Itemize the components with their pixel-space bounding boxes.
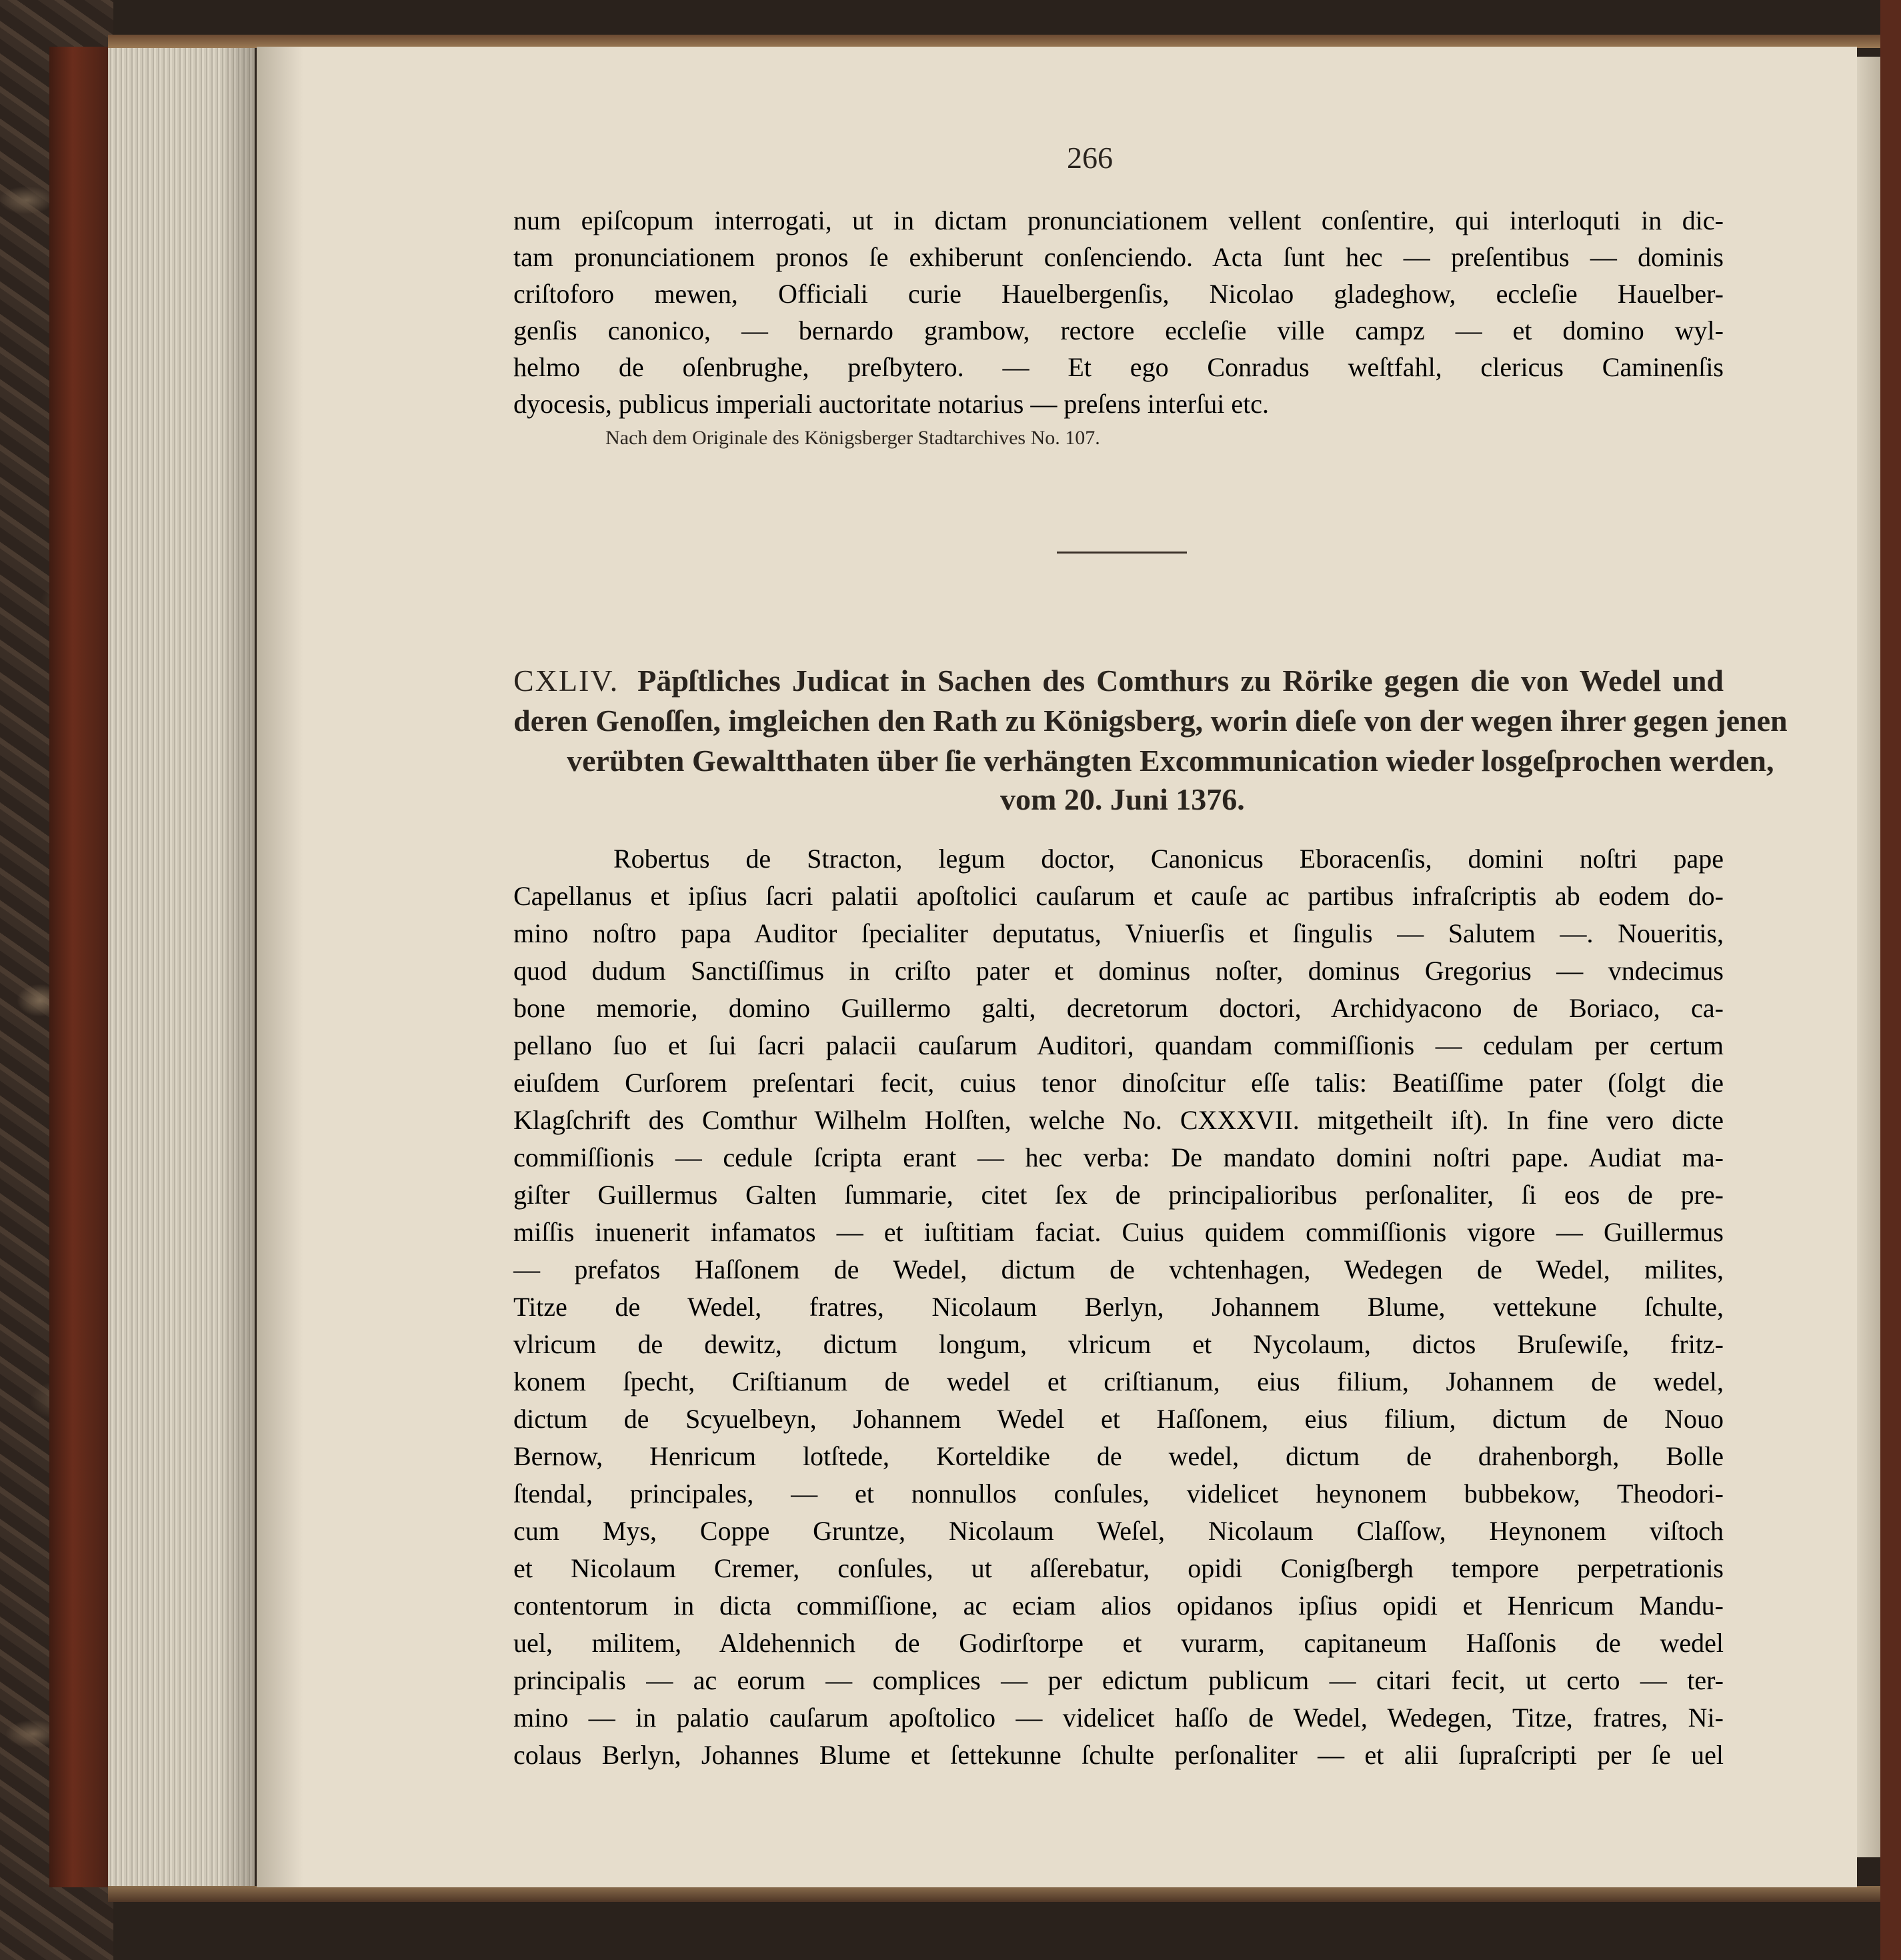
top-paragraph-line: genſis canonico, — bernardo grambow, rectore eccleſie ville campz — et domino wyl- bbox=[513, 315, 1724, 345]
document-heading-line: verübten Gewaltthaten über ſie verhängten Excommunication wieder losgeſprochen werden, bbox=[567, 744, 1774, 778]
source-note: Nach dem Originale des Königsberger Stadtarchives No. 107. bbox=[605, 427, 1100, 449]
body-line: ſtendal, principales, — et nonnullos conſules, videlicet heynonem bubbekow, Theodori- bbox=[513, 1479, 1724, 1509]
right-page-edge bbox=[1857, 57, 1884, 1857]
body-line: dictum de Scyuelbeyn, Johannem Wedel et Haſſonem, eius filium, dictum de Nouo bbox=[513, 1404, 1724, 1434]
body-line: pellano ſuo et ſui ſacri palacii cauſarum Auditori, quandam commiſſionis — cedulam per certum bbox=[513, 1030, 1724, 1060]
body-line: vlricum de dewitz, dictum longum, vlricum et Nycolaum, dictos Bruſewiſe, fritz- bbox=[513, 1329, 1724, 1359]
document-heading-line: deren Genoſſen, imgleichen den Rath zu Königsberg, worin dieſe von der wegen ihrer gegen jenen bbox=[513, 704, 1788, 738]
body-line: commiſſionis — cedule ſcripta erant — hec verba: De mandato domini noſtri pape. Audiat ma- bbox=[513, 1142, 1724, 1172]
body-line: cum Mys, Coppe Gruntze, Nicolaum Weſel, Nicolaum Claſſow, Heynonem viſtoch bbox=[513, 1516, 1724, 1546]
body-line: konem ſpecht, Criſtianum de wedel et criſtianum, eius filium, Johannem de wedel, bbox=[513, 1366, 1724, 1396]
body-line: uel, militem, Aldehennich de Godirſtorpe et vurarm, capitaneum Haſſonis de wedel bbox=[513, 1628, 1724, 1658]
body-line: et Nicolaum Cremer, conſules, ut aſſerebatur, opidi Conigſbergh tempore perpetrationis bbox=[513, 1553, 1724, 1583]
top-paragraph-line: dyocesis, publicus imperiali auctoritate notarius — preſens interſui etc. bbox=[513, 389, 1270, 419]
body-line: mino noſtro papa Auditor ſpecialiter deputatus, Vniuerſis et ſingulis — Salutem —. Noueritis, bbox=[513, 918, 1724, 948]
body-line: Capellanus et ipſius ſacri palatii apoſtolici cauſarum et cauſe ac partibus infraſcriptis ab eodem do- bbox=[513, 881, 1724, 911]
body-line: mino — in palatio cauſarum apoſtolico — videlicet haſſo de Wedel, Wedegen, Titze, fratres, Ni- bbox=[513, 1703, 1724, 1733]
page-gutter-shadow bbox=[257, 47, 303, 1887]
leather-spine-edge bbox=[49, 47, 108, 1887]
document-heading-line-1 bbox=[513, 660, 1724, 702]
body-line: quod dudum Sanctiſſimus in criſto pater et dominus noſter, dominus Gregorius — vndecimus bbox=[513, 956, 1724, 986]
page-stack-shadow bbox=[220, 47, 260, 1887]
body-line: miſſis inuenerit infamatos — et iuſtitiam faciat. Cuius quidem commiſſionis vigore — Guillermus bbox=[513, 1217, 1724, 1247]
cover-top-edge bbox=[108, 35, 1882, 48]
cover-bottom-edge bbox=[108, 1886, 1882, 1902]
body-line: eiuſdem Curſorem preſentari fecit, cuius tenor dinoſcitur eſſe talis: Beatiſſime pater (ſolgt die bbox=[513, 1068, 1724, 1098]
body-line: Bernow, Henricum lotſtede, Korteldike de wedel, dictum de drahenborgh, Bolle bbox=[513, 1441, 1724, 1471]
document-date: vom 20. Juni 1376. bbox=[1000, 782, 1245, 816]
top-paragraph-line: num epiſcopum interrogati, ut in dictam pronunciationem vellent conſentire, qui interloquti in dic- bbox=[513, 205, 1724, 235]
top-paragraph-line: criſtoforo mewen, Officiali curie Hauelbergenſis, Nicolao gladeghow, eccleſie Hauelber- bbox=[513, 279, 1724, 309]
body-line: bone memorie, domino Guillermo galti, decretorum doctori, Archidyacono de Boriaco, ca- bbox=[513, 993, 1724, 1023]
body-line: — prefatos Haſſonem de Wedel, dictum de vchtenhagen, Wedegen de Wedel, milites, bbox=[513, 1254, 1724, 1284]
heading-text: Päpſtliches Judicat in Sachen des Comthurs zu Rörike gegen die von Wedel und bbox=[637, 664, 1724, 698]
top-paragraph-line: helmo de oſenbrughe, preſbytero. — Et ego Conradus weſtfahl, clericus Caminenſis bbox=[513, 352, 1724, 382]
body-line: giſter Guillermus Galten ſummarie, citet ſex de principalioribus perſonaliter, ſi eos de pre- bbox=[513, 1180, 1724, 1210]
top-paragraph-line: tam pronunciationem pronos ſe exhiberunt conſenciendo. Acta ſunt hec — preſentibus — dominis bbox=[513, 242, 1724, 272]
body-line: colaus Berlyn, Johannes Blume et ſettekunne ſchulte perſonaliter — et alii ſupraſcripti per ſe uel bbox=[513, 1740, 1724, 1770]
body-line: principalis — ac eorum — complices — per edictum publicum — citari fecit, ut certo — ter- bbox=[513, 1665, 1724, 1695]
document-number: CXLIV. bbox=[513, 664, 619, 698]
body-line: Robertus de Stracton, legum doctor, Canonicus Eboracenſis, domini noſtri pape bbox=[613, 844, 1724, 874]
body-line: Titze de Wedel, fratres, Nicolaum Berlyn, Johannem Blume, vettekune ſchulte, bbox=[513, 1292, 1724, 1322]
right-cover bbox=[1880, 0, 1901, 1960]
body-line: Klagſchrift des Comthur Wilhelm Holſten, welche No. CXXXVII. mitgetheilt iſt). In fine vero dicte bbox=[513, 1105, 1724, 1135]
page-number: 266 bbox=[1067, 141, 1113, 175]
body-line: contentorum in dicta commiſſione, ac eciam alios opidanos ipſius opidi et Henricum Mandu- bbox=[513, 1591, 1724, 1621]
section-divider bbox=[1057, 552, 1187, 554]
